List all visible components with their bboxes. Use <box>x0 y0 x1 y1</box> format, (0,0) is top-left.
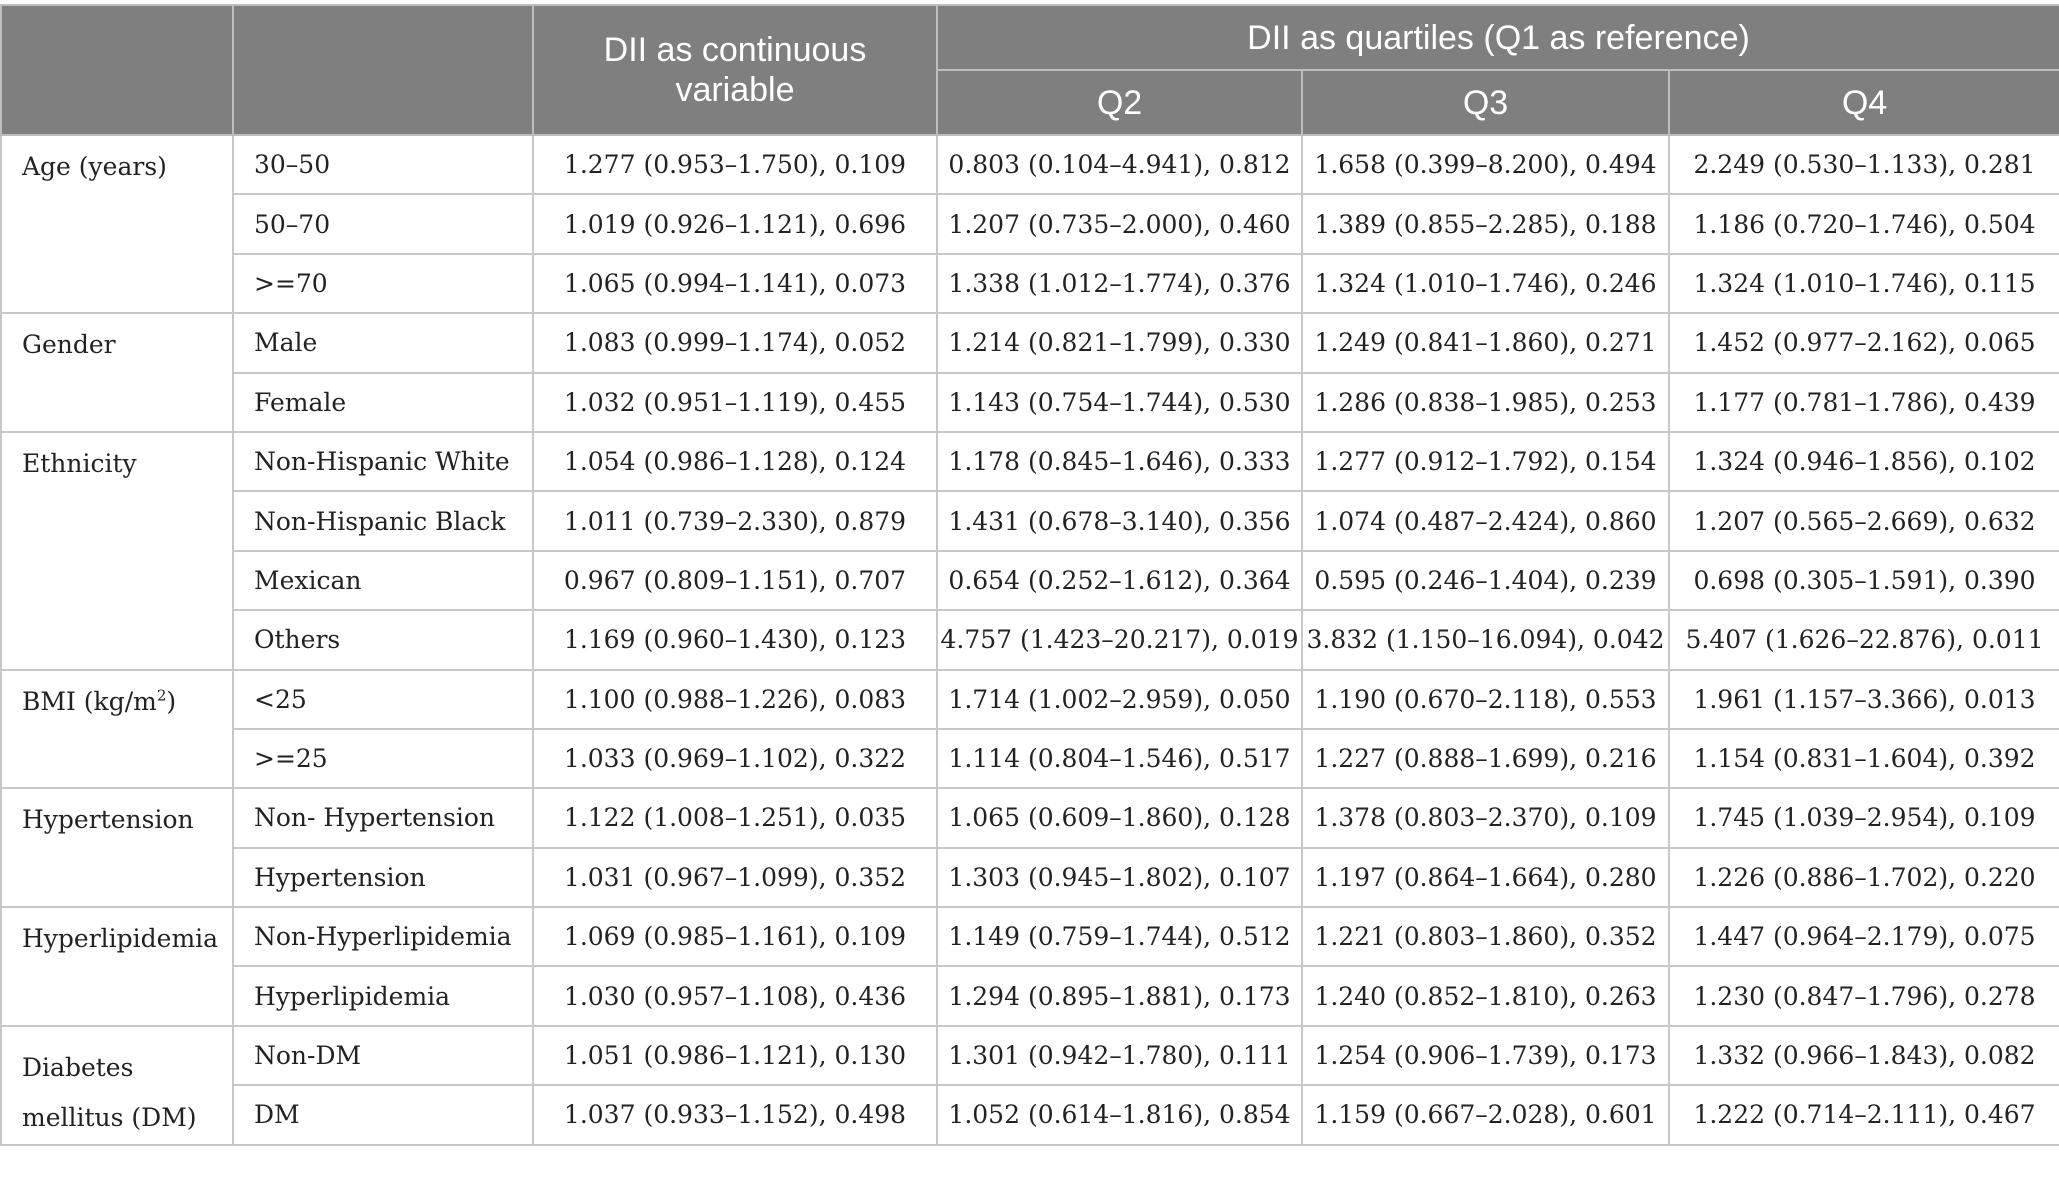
cell-continuous: 0.967 (0.809–1.151), 0.707 <box>533 551 937 610</box>
table-row <box>1 966 2059 1025</box>
cell-continuous: 1.031 (0.967–1.099), 0.352 <box>533 848 937 907</box>
cell-q4: 1.222 (0.714–2.111), 0.467 <box>1669 1085 2059 1144</box>
cell-q2: 1.114 (0.804–1.546), 0.517 <box>937 729 1302 788</box>
cell-continuous: 1.032 (0.951–1.119), 0.455 <box>533 373 937 432</box>
cell-q2: 1.294 (0.895–1.881), 0.173 <box>937 966 1302 1025</box>
subgroup-label: Others <box>233 610 533 669</box>
cell-q2: 1.149 (0.759–1.744), 0.512 <box>937 907 1302 966</box>
group-label-gender: Gender <box>1 313 233 432</box>
table-row <box>1 670 2059 729</box>
cell-q2: 1.052 (0.614–1.816), 0.854 <box>937 1085 1302 1144</box>
cell-q2: 1.338 (1.012–1.774), 0.376 <box>937 254 1302 313</box>
subgroup-label: Male <box>233 313 533 372</box>
header-quartiles: DII as quartiles (Q1 as reference) <box>937 5 2059 70</box>
cell-continuous: 1.069 (0.985–1.161), 0.109 <box>533 907 937 966</box>
table-row <box>1 729 2059 788</box>
table-row <box>1 313 2059 372</box>
table-row <box>1 491 2059 550</box>
cell-q4: 1.324 (1.010–1.746), 0.115 <box>1669 254 2059 313</box>
cell-q4: 1.961 (1.157–3.366), 0.013 <box>1669 670 2059 729</box>
cell-q3: 1.240 (0.852–1.810), 0.263 <box>1302 966 1669 1025</box>
subgroup-label: Non-Hispanic Black <box>233 491 533 550</box>
subgroup-label: DM <box>233 1085 533 1144</box>
cell-continuous: 1.122 (1.008–1.251), 0.035 <box>533 788 937 847</box>
cell-q4: 0.698 (0.305–1.591), 0.390 <box>1669 551 2059 610</box>
cell-q3: 1.074 (0.487–2.424), 0.860 <box>1302 491 1669 550</box>
cell-q4: 1.207 (0.565–2.669), 0.632 <box>1669 491 2059 550</box>
cell-q3: 3.832 (1.150–16.094), 0.042 <box>1302 610 1669 669</box>
subgroup-label: Female <box>233 373 533 432</box>
cell-q4: 5.407 (1.626–22.876), 0.011 <box>1669 610 2059 669</box>
subgroup-label: Hypertension <box>233 848 533 907</box>
subgroup-label: <25 <box>233 670 533 729</box>
cell-continuous: 1.277 (0.953–1.750), 0.109 <box>533 135 937 194</box>
cell-q3: 1.324 (1.010–1.746), 0.246 <box>1302 254 1669 313</box>
cell-continuous: 1.083 (0.999–1.174), 0.052 <box>533 313 937 372</box>
table-row <box>1 194 2059 253</box>
cell-q3: 1.221 (0.803–1.860), 0.352 <box>1302 907 1669 966</box>
header-q3: Q3 <box>1302 70 1669 135</box>
cell-q4: 2.249 (0.530–1.133), 0.281 <box>1669 135 2059 194</box>
cell-q4: 1.226 (0.886–1.702), 0.220 <box>1669 848 2059 907</box>
cell-q3: 1.254 (0.906–1.739), 0.173 <box>1302 1026 1669 1085</box>
cell-q3: 1.249 (0.841–1.860), 0.271 <box>1302 313 1669 372</box>
table-row <box>1 254 2059 313</box>
group-label-bmi <box>1 670 233 789</box>
bmi-label-close: ) <box>166 686 177 716</box>
subgroup-label: 30–50 <box>233 135 533 194</box>
table-row <box>1 610 2059 669</box>
group-label-age: Age (years) <box>1 135 233 313</box>
cell-q3: 1.190 (0.670–2.118), 0.553 <box>1302 670 1669 729</box>
cell-continuous: 1.054 (0.986–1.128), 0.124 <box>533 432 937 491</box>
cell-q2: 1.214 (0.821–1.799), 0.330 <box>937 313 1302 372</box>
table-row <box>1 135 2059 194</box>
cell-q2: 1.207 (0.735–2.000), 0.460 <box>937 194 1302 253</box>
cell-q4: 1.452 (0.977–2.162), 0.065 <box>1669 313 2059 372</box>
subgroup-label: Hyperlipidemia <box>233 966 533 1025</box>
cell-q2: 1.303 (0.945–1.802), 0.107 <box>937 848 1302 907</box>
cell-q4: 1.324 (0.946–1.856), 0.102 <box>1669 432 2059 491</box>
cell-q4: 1.745 (1.039–2.954), 0.109 <box>1669 788 2059 847</box>
bmi-label-superscript: 2 <box>156 686 167 705</box>
bmi-label-text: BMI (kg/m <box>22 686 157 716</box>
subgroup-results-table <box>0 4 2059 1146</box>
group-label-hyperlipidemia: Hyperlipidemia <box>1 907 233 1026</box>
cell-q2: 4.757 (1.423–20.217), 0.019 <box>937 610 1302 669</box>
cell-q4: 1.177 (0.781–1.786), 0.439 <box>1669 373 2059 432</box>
cell-q4: 1.447 (0.964–2.179), 0.075 <box>1669 907 2059 966</box>
subgroup-label: Mexican <box>233 551 533 610</box>
cell-q3: 1.378 (0.803–2.370), 0.109 <box>1302 788 1669 847</box>
subgroup-label: >=25 <box>233 729 533 788</box>
cell-q3: 1.658 (0.399–8.200), 0.494 <box>1302 135 1669 194</box>
cell-q2: 1.143 (0.754–1.744), 0.530 <box>937 373 1302 432</box>
cell-continuous: 1.037 (0.933–1.152), 0.498 <box>533 1085 937 1144</box>
table-row <box>1 907 2059 966</box>
cell-q2: 0.803 (0.104–4.941), 0.812 <box>937 135 1302 194</box>
header-q4: Q4 <box>1669 70 2059 135</box>
cell-q2: 1.301 (0.942–1.780), 0.111 <box>937 1026 1302 1085</box>
cell-q3: 1.389 (0.855–2.285), 0.188 <box>1302 194 1669 253</box>
group-label-diabetes: Diabetes mellitus (DM) <box>1 1026 233 1145</box>
header-blank-group <box>1 5 233 135</box>
table-row <box>1 848 2059 907</box>
cell-q4: 1.230 (0.847–1.796), 0.278 <box>1669 966 2059 1025</box>
cell-q3: 1.227 (0.888–1.699), 0.216 <box>1302 729 1669 788</box>
cell-q3: 1.197 (0.864–1.664), 0.280 <box>1302 848 1669 907</box>
subgroup-label: 50–70 <box>233 194 533 253</box>
cell-continuous: 1.169 (0.960–1.430), 0.123 <box>533 610 937 669</box>
cell-q2: 1.714 (1.002–2.959), 0.050 <box>937 670 1302 729</box>
group-label-ethnicity: Ethnicity <box>1 432 233 670</box>
cell-q2: 0.654 (0.252–1.612), 0.364 <box>937 551 1302 610</box>
cell-continuous: 1.065 (0.994–1.141), 0.073 <box>533 254 937 313</box>
cell-q3: 1.286 (0.838–1.985), 0.253 <box>1302 373 1669 432</box>
table-row <box>1 432 2059 491</box>
subgroup-label: Non-Hispanic White <box>233 432 533 491</box>
cell-q4: 1.186 (0.720–1.746), 0.504 <box>1669 194 2059 253</box>
table-row <box>1 1026 2059 1085</box>
subgroup-label: Non-DM <box>233 1026 533 1085</box>
header-continuous: DII as continuous variable <box>533 5 937 135</box>
cell-continuous: 1.100 (0.988–1.226), 0.083 <box>533 670 937 729</box>
cell-q3: 1.159 (0.667–2.028), 0.601 <box>1302 1085 1669 1144</box>
cell-q2: 1.431 (0.678–3.140), 0.356 <box>937 491 1302 550</box>
cell-continuous: 1.033 (0.969–1.102), 0.322 <box>533 729 937 788</box>
cell-q2: 1.178 (0.845–1.646), 0.333 <box>937 432 1302 491</box>
cell-q4: 1.154 (0.831–1.604), 0.392 <box>1669 729 2059 788</box>
header-q2: Q2 <box>937 70 1302 135</box>
cell-continuous: 1.019 (0.926–1.121), 0.696 <box>533 194 937 253</box>
cell-q3: 0.595 (0.246–1.404), 0.239 <box>1302 551 1669 610</box>
subgroup-label: >=70 <box>233 254 533 313</box>
table-row <box>1 1085 2059 1144</box>
subgroup-label: Non-Hyperlipidemia <box>233 907 533 966</box>
cell-continuous: 1.030 (0.957–1.108), 0.436 <box>533 966 937 1025</box>
header-blank-subgroup <box>233 5 533 135</box>
cell-q4: 1.332 (0.966–1.843), 0.082 <box>1669 1026 2059 1085</box>
cell-continuous: 1.051 (0.986–1.121), 0.130 <box>533 1026 937 1085</box>
table-row <box>1 373 2059 432</box>
table-row <box>1 551 2059 610</box>
table-row <box>1 788 2059 847</box>
group-label-hypertension: Hypertension <box>1 788 233 907</box>
cell-q2: 1.065 (0.609–1.860), 0.128 <box>937 788 1302 847</box>
cell-continuous: 1.011 (0.739–2.330), 0.879 <box>533 491 937 550</box>
cell-q3: 1.277 (0.912–1.792), 0.154 <box>1302 432 1669 491</box>
table-header <box>1 5 2059 135</box>
subgroup-label: Non- Hypertension <box>233 788 533 847</box>
